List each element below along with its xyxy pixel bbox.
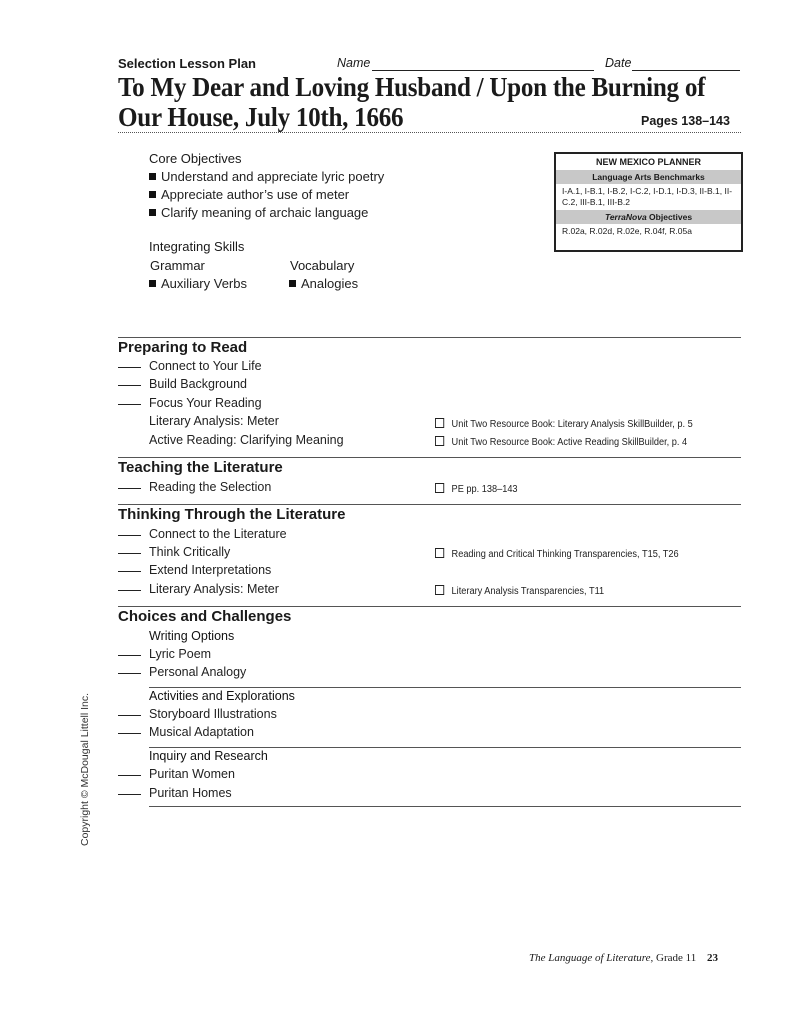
benchmarks-list: I-A.1, I-B.1, I-B.2, I-C.2, I-D.1, I-D.3, II-B.1, II-C.2, III-B.1, III-B.2 (562, 186, 733, 207)
checkbox-icon[interactable] (435, 585, 444, 595)
lesson-plan-label: Selection Lesson Plan (118, 56, 256, 71)
new-mexico-planner (554, 152, 743, 252)
checkmark-blank[interactable] (118, 571, 141, 572)
date-label: Date (605, 56, 632, 70)
checklist-item[interactable]: Reading the Selection (118, 480, 271, 494)
page-title (118, 72, 732, 132)
copyright-notice: Copyright © McDougal Littell Inc. (79, 692, 91, 846)
checkmark-blank[interactable] (118, 367, 141, 368)
list-item: Literary Analysis: Meter (149, 414, 279, 428)
checkmark-blank[interactable] (118, 673, 141, 674)
objective-item: Clarify meaning of archaic language (149, 205, 368, 220)
resource-item[interactable]: Reading and Critical Thinking Transparencies, T15, T26 (435, 548, 679, 560)
bullet-icon (149, 209, 156, 216)
inquiry-heading: Inquiry and Research (149, 749, 268, 763)
checklist-item[interactable]: Musical Adaptation (118, 725, 254, 739)
checklist-item[interactable]: Focus Your Reading (118, 396, 262, 410)
checkmark-blank[interactable] (118, 715, 141, 716)
teaching-heading: Teaching the Literature (118, 459, 283, 476)
checkmark-blank[interactable] (118, 733, 141, 734)
checklist-item[interactable]: Storyboard Illustrations (118, 707, 277, 721)
integrating-skills-heading: Integrating Skills (149, 239, 245, 254)
grammar-item: Auxiliary Verbs (149, 276, 247, 291)
list-item: Active Reading: Clarifying Meaning (149, 433, 344, 447)
checklist-item[interactable]: Puritan Women (118, 767, 235, 781)
objective-item: Appreciate author’s use of meter (149, 187, 349, 202)
preparing-heading: Preparing to Read (118, 339, 248, 356)
section-divider (118, 606, 741, 607)
vocabulary-label: Vocabulary (290, 258, 355, 273)
header-divider (118, 132, 741, 133)
planner-title: NEW MEXICO PLANNER (595, 157, 701, 167)
checkbox-icon[interactable] (435, 436, 444, 446)
objective-item: Understand and appreciate lyric poetry (149, 169, 384, 184)
title-line-2: Our House, July 10th, 1666 (118, 102, 404, 132)
bullet-icon (149, 173, 156, 180)
resource-item[interactable]: PE pp. 138–143 (435, 483, 518, 495)
name-label: Name (337, 56, 371, 70)
checklist-item[interactable]: Literary Analysis: Meter (118, 582, 279, 596)
terranova-label: TerraNova Objectives (556, 210, 741, 224)
checkmark-blank[interactable] (118, 775, 141, 776)
section-divider (118, 457, 741, 458)
choices-heading: Choices and Challenges (118, 608, 292, 625)
checkbox-icon[interactable] (435, 548, 444, 558)
vocabulary-item: Analogies (289, 276, 358, 291)
section-divider (118, 504, 741, 505)
terranova-list: R.02a, R.02d, R.02e, R.04f, R.05a (562, 226, 692, 236)
checkmark-blank[interactable] (118, 655, 141, 656)
checklist-item[interactable]: Build Background (118, 377, 247, 391)
bullet-icon (149, 191, 156, 198)
resource-item[interactable]: Unit Two Resource Book: Literary Analysis SkillBuilder, p. 5 (435, 418, 693, 430)
footer (529, 952, 718, 964)
activities-heading: Activities and Explorations (149, 689, 295, 703)
title-line-1: To My Dear and Loving Husband / Upon the Burning of (118, 72, 706, 102)
resource-item[interactable]: Unit Two Resource Book: Active Reading SkillBuilder, p. 4 (435, 436, 687, 448)
grammar-label: Grammar (150, 258, 205, 273)
checklist-item[interactable]: Connect to the Literature (118, 527, 287, 541)
bullet-icon (289, 280, 296, 287)
subsection-divider (149, 806, 741, 807)
thinking-heading: Thinking Through the Literature (118, 506, 346, 523)
writing-options-heading: Writing Options (149, 629, 235, 643)
checklist-item[interactable]: Connect to Your Life (118, 359, 262, 373)
checkmark-blank[interactable] (118, 553, 141, 554)
checklist-item[interactable]: Think Critically (118, 545, 230, 559)
page-number: 23 (706, 952, 718, 964)
checkmark-blank[interactable] (118, 794, 141, 795)
name-field[interactable] (372, 70, 594, 71)
checkbox-icon[interactable] (435, 418, 444, 428)
resource-item[interactable]: Literary Analysis Transparencies, T11 (435, 585, 604, 597)
checkmark-blank[interactable] (118, 385, 141, 386)
book-title: The Language of Literature, (529, 952, 654, 964)
benchmarks-label: Language Arts Benchmarks (556, 170, 741, 184)
checkmark-blank[interactable] (118, 404, 141, 405)
checklist-item[interactable]: Puritan Homes (118, 786, 232, 800)
subsection-divider (149, 687, 741, 688)
checkmark-blank[interactable] (118, 590, 141, 591)
grade-label: Grade 11 (653, 952, 697, 964)
checkbox-icon[interactable] (435, 483, 444, 493)
section-divider (118, 337, 741, 338)
subsection-divider (149, 747, 741, 748)
checklist-item[interactable]: Extend Interpretations (118, 563, 271, 577)
checkmark-blank[interactable] (118, 535, 141, 536)
checklist-item[interactable]: Lyric Poem (118, 647, 211, 661)
checklist-item[interactable]: Personal Analogy (118, 665, 246, 679)
checkmark-blank[interactable] (118, 488, 141, 489)
bullet-icon (149, 280, 156, 287)
core-objectives-heading: Core Objectives (149, 151, 242, 166)
date-field[interactable] (632, 70, 740, 71)
pages-label: Pages 138–143 (641, 114, 730, 128)
